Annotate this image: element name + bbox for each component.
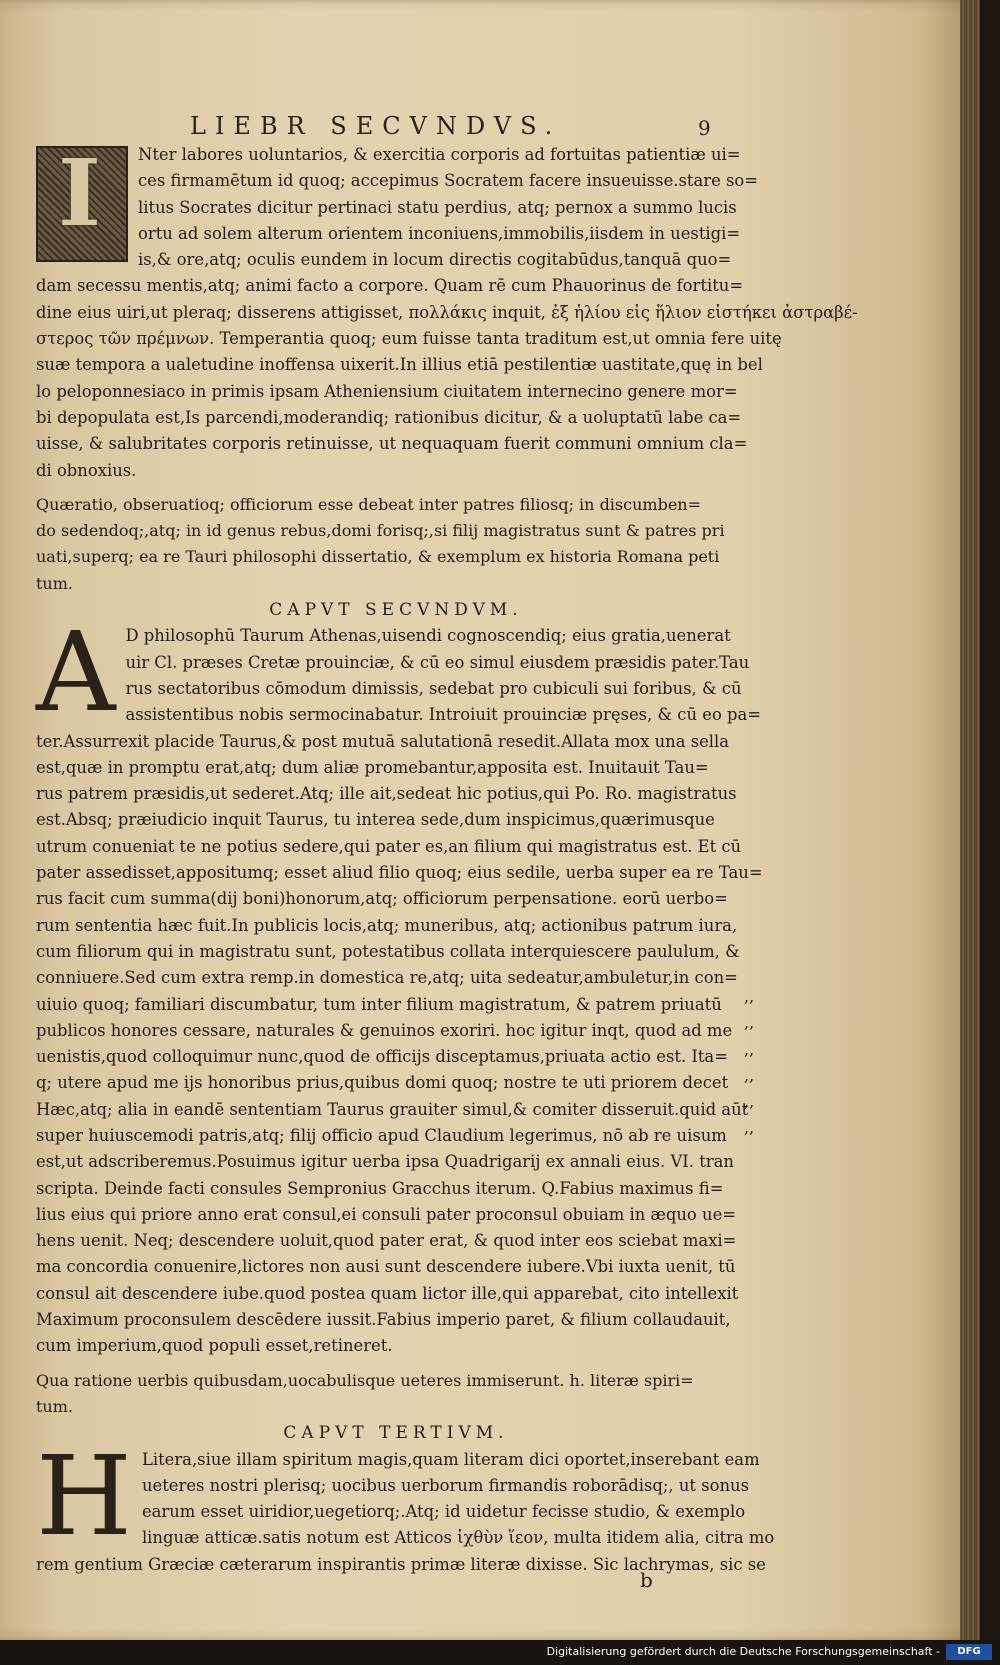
text-line: litus Socrates dicitur pertinaci statu perdius, atq; pernox a summo lucis: [138, 197, 737, 217]
running-head: LIEBR SECVNDVS.: [190, 112, 562, 140]
quotation-marks-margin: [744, 984, 754, 1142]
summary-line: uati,superq; ea re Tauri philosophi dissertatio, & exemplum ex historia Romana peti: [36, 547, 720, 567]
summary-line: Qua ratione uerbis quibusdam,uocabulisque ueteres immiserunt. h. literæ spiri=: [36, 1370, 694, 1390]
text-line: est,quæ in promptu erat,atq; dum aliæ promebantur,apposita est. Inuitauit Tau=: [36, 757, 709, 777]
quote-mark: ,,: [744, 1118, 755, 1138]
text-line: uenistis,quod colloquimur nunc,quod de officijs disceptamus,priuata actio est. Ita=: [36, 1047, 728, 1067]
text-line: super huiuscemodi patris,atq; filij officio apud Claudium legerimus, nō ab re uisum: [36, 1125, 727, 1145]
text-line: rem gentium Græciæ cæterarum inspirantis primæ literæ dixisse. Sic lachrymas, sic se: [36, 1554, 766, 1574]
caput-secundum-heading: CAPVT SECVNDVM.: [269, 600, 523, 621]
text-line: ortu ad solem alterum orientem inconiuens,immobilis,iisdem in uestigi=: [138, 223, 741, 243]
text-line: uisse, & salubritates corporis retinuisse, ut nequaquam fuerit communi omnium cla=: [36, 434, 748, 454]
text-line: linguæ atticæ.satis notum est Atticos ἰχθὺν ἵεον, multa itidem alia, citra mo: [141, 1528, 775, 1548]
text-line: ces firmamētum id quoq; accepimus Socratem facere insueuisse.stare so=: [138, 171, 759, 191]
chapter-1-lines: [36, 139, 858, 484]
text-line: uiuio quoq; familiari discumbatur, tum inter filium magistratum, & patrem priuatū: [36, 994, 722, 1014]
text-line: dine eius uiri,ut pleraq; disserens attigisset, πολλάκις inquit, ἐξ ἡλίου εἰς ἥλιον εἱστήκει ἀστραβέ-: [36, 302, 858, 322]
text-line: lius eius qui priore anno erat consul,ei consuli pater proconsul obuiam in æquo ue=: [36, 1204, 737, 1224]
text-line: cum filiorum qui in magistratu sunt, potestatibus collata interquiescere paululum, &: [36, 941, 740, 961]
text-line: D philosophū Taurum Athenas,uisendi cognoscendiq; eius gratia,uenerat: [125, 626, 731, 646]
text-line: scripta. Deinde facti consules Sempronius Gracchus iterum. Q.Fabius maximus fi=: [36, 1178, 724, 1198]
text-line: rus facit cum summa(dij boni)honorum,atq; officiorum perpensatione. eorū uerbo=: [36, 889, 728, 909]
summary-line: tum.: [36, 573, 73, 593]
text-line: Litera,siue illam spiritum magis,quam literam dici oportet,inserebant eam: [141, 1449, 760, 1469]
text-line: est,ut adscriberemus.Posuimus igitur uerba ipsa Quadrigarij ex annali eius. VI. tran: [36, 1152, 734, 1172]
text-line: conniuere.Sed cum extra remp.in domestica re,atq; uita sedeatur,ambuletur,in con=: [36, 968, 738, 988]
folio-number: 9: [698, 116, 711, 140]
quote-mark: ,,: [744, 1092, 755, 1112]
text-line: uir Cl. præses Cretæ prouinciæ, & cū eo simul eiusdem præsidis pater.Tau: [125, 652, 750, 672]
text-line: Maximum proconsulem descēdere iussit.Fabius imperio paret, & filium collaudauit,: [36, 1310, 731, 1330]
text-line: assistentibus nobis sermocinabatur. Introiuit prouinciæ pręses, & cū eo pa=: [125, 705, 762, 725]
chapter-1-text: [36, 139, 858, 484]
text-line: est.Absq; præiudicio inquit Taurus, tu interea sede,dum inspicimus,quærimusque: [36, 810, 715, 830]
summary-line: do sedendoq;,atq; in id genus rebus,domi forisq;,si filij magistratus sunt & patres pri: [36, 521, 725, 541]
dfg-logo-icon: DFG: [946, 1644, 992, 1660]
summary-line: Quæratio, obseruatioq; officiorum esse debeat inter patres filiosq; in discumben=: [36, 494, 701, 514]
chapter-2-summary: [36, 492, 756, 597]
text-line: utrum conueniat te ne potius sedere,qui pater es,an filium qui magistratus est. Et cū: [36, 836, 742, 856]
page-edge: [960, 0, 980, 1640]
text-line: suæ tempora a ualetudine inoffensa uixerit.In illius etiā pestilentiæ uastitate,quę in bel: [36, 355, 763, 375]
page-header: [190, 112, 750, 146]
initial-letter-a: A: [36, 608, 116, 737]
main-text: [36, 139, 858, 1578]
text-line: consul ait descendere iube.quod postea quam lictor ille,qui apparebat, cito intellexit: [36, 1283, 739, 1303]
text-line: Nter labores uoluntarios, & exercitia corporis ad fortuitas patientiæ ui=: [138, 145, 741, 164]
text-line: pater assedisset,appositumq; esset aliud filio quoq; eius sedile, uerba super ea re Tau=: [36, 863, 763, 883]
text-line: bi depopulata est,Is parcendi,moderandiq; rationibus dicitur, & a uoluptatū labe ca=: [36, 407, 742, 427]
text-line: στερος τῶν πρέμνων. Temperantia quoq; eum fuisse tanta traditum est,ut omnia fere uitę: [36, 329, 782, 349]
text-line: publicos honores cessare, naturales & genuinos exoriri. hoc igitur inqt, quod ad me: [36, 1020, 733, 1040]
text-line: lo peloponnesiaco in primis ipsam Atheniensium ciuitatem internecino genere mor=: [36, 381, 738, 401]
text-line: is,& ore,atq; oculis eundem in locum directis cogitabūdus,tanquā quo=: [138, 250, 732, 270]
chapter-3-summary: [36, 1368, 756, 1421]
text-line: q; utere apud me ijs honoribus prius,quibus domi quoq; nostre te uti priorem decet: [36, 1073, 729, 1093]
summary-line: tum.: [36, 1396, 73, 1416]
text-line: dam secessu mentis,atq; animi facto a corpore. Quam rē cum Phauorinus de fortitu=: [36, 276, 744, 296]
text-line: ter.Assurrexit placide Taurus,& post mutuā salutationā resedit.Allata mox una sella: [36, 731, 730, 751]
initial-letter-h: H: [36, 1431, 132, 1560]
text-line: Hæc,atq; alia in eandē sententiam Taurus grauiter simul,& comiter disseruit.quid aūt: [36, 1099, 749, 1119]
footer-credit: Digitalisierung gefördert durch die Deutsche Forschungsgemeinschaft -: [546, 1645, 940, 1658]
text-line: cum imperium,quod populi esset,retineret.: [36, 1336, 393, 1356]
caput-tertium-heading: CAPVT TERTIVM.: [283, 1423, 509, 1444]
quote-mark: ,,: [744, 987, 755, 1006]
text-line: rus patrem præsidis,ut sederet.Atq; ille ait,sedeat hic potius,qui Po. Ro. magistratus: [36, 784, 737, 804]
footer-bar: [0, 1640, 1000, 1665]
quote-mark: ,,: [744, 1065, 755, 1085]
text-line: di obnoxius.: [36, 460, 137, 480]
signature-mark: b: [640, 1568, 653, 1592]
text-line: hens uenit. Neq; descendere uoluit,quod pater erat, & quod inter eos sciebat maxi=: [36, 1231, 737, 1251]
initial-letter: I: [58, 139, 102, 247]
quote-mark: ,,: [744, 1013, 755, 1033]
text-line: rum sententia hæc fuit.In publicis locis,atq; muneribus, atq; actionibus patrum iura,: [36, 915, 738, 935]
text-line: ma concordia conuenire,lictores non ausi sunt descendere iubere.Vbi iuxta uenit, tū: [36, 1257, 736, 1277]
text-line: ueteres nostri plerisq; uocibus uerborum firmandis roborādisq;, ut sonus: [141, 1475, 750, 1495]
text-line: earum esset uiridior,uegetiorq;.Atq; id uidetur fecisse studio, & exemplo: [141, 1502, 746, 1522]
quote-mark: ,,: [744, 1039, 755, 1059]
ornate-initial: [36, 139, 128, 262]
text-line: rus sectatoribus cōmodum dimissis, sedebat pro cubiculi sui foribus, & cū: [125, 678, 742, 698]
